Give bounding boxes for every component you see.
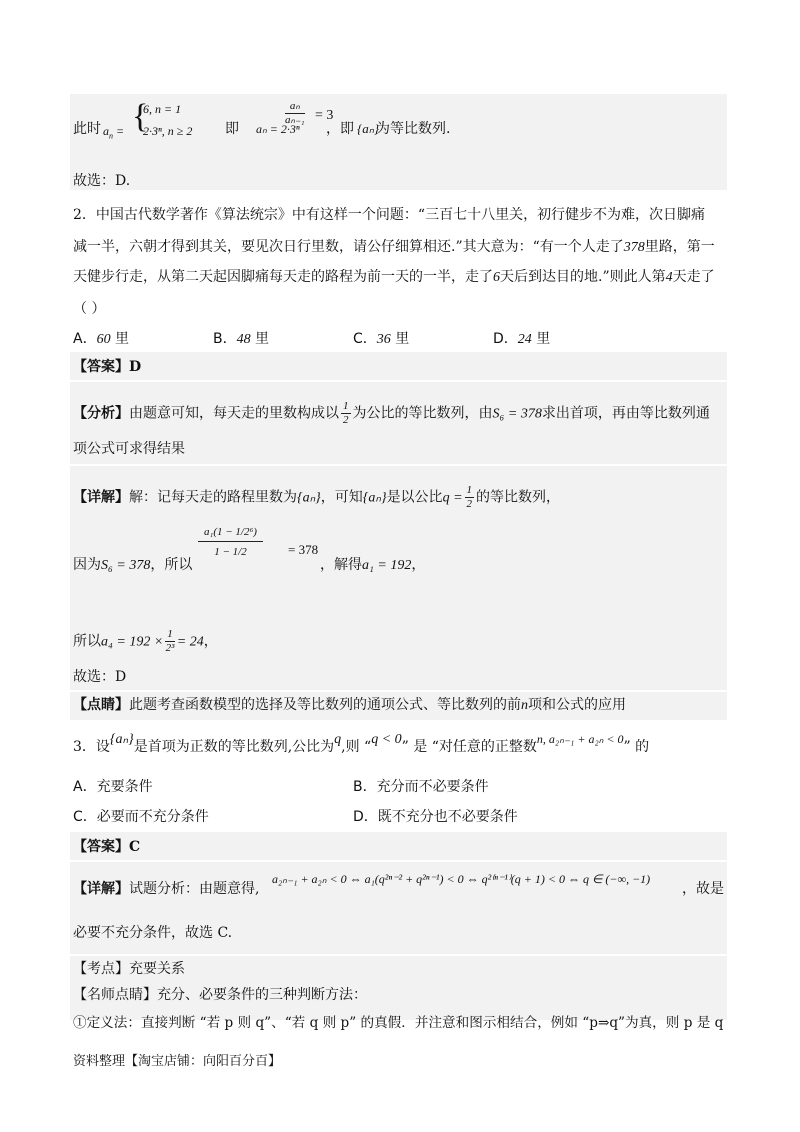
q2-a4: 所以a₄ = 192 × $\frac{1}{\text{2³}}$ = 24， [73,628,218,654]
q2-line2-text: 减一半，六朝才得到其关，要见次日行里数，请公仔细算相还.”其大意为：“有一个人走了 [73,239,624,255]
ratio-den: aₙ₋₁ [285,114,305,126]
q2-analysis-line2: 项公式可求得结果 [73,441,185,457]
q2-line2-end: 里路，第一 [644,239,715,255]
analysis-label: 【分析】 [73,405,129,422]
q2-because: 因为S₆ = 378，所以 [73,557,193,573]
block1-mid2: 即 [340,121,354,137]
sum-fraction: $\frac{\text{a₁(1 − 1/2⁶)}}{1 - 1/2}$ [198,524,263,559]
q2-detail: 【详解】解：记每天走的路程里数为{aₙ}，可知{aₙ}是以公比q = $\frac{1}{2}$ 的等比数列， [73,484,561,510]
q2-line1: 2．中国古代数学著作《算法统宗》中有这样一个问题：“三百七十八里关，初行健步不为难，次日脚痛 [73,207,706,223]
q2-line3-b: 天后到达目的地.”则此人第 [500,269,666,285]
s6-eq: S₆ = 378 [492,406,542,422]
a4-fraction: $\frac{1}{\text{2³}}$ [165,628,175,654]
ratio-half: $\frac{1}{2}$ [343,400,349,426]
a-n-symbol: a [103,124,109,138]
block1-mid: 即 [225,121,239,137]
q3-detail-label: 【详解】 [73,881,129,897]
case-top: 6, n = 1 [143,102,182,116]
block1-answer: 故选：D. [73,173,131,189]
q-half: $\frac{1}{2}$ [466,484,473,510]
q2-solve: ，解得a₁ = 192， [320,557,426,573]
case-brace: { [132,98,149,135]
q3-teacher: 【名师点睛】充分、必要条件的三种判断方法： [73,987,367,1003]
ratio-num: aₙ [285,100,305,114]
q3-option-b: B．充分而不必要条件 [353,779,489,795]
q2-option-c: C．36 里 [353,331,410,347]
q2-analysis: 【分析】由题意可知，每天走的里数构成以 $\frac{1}{2}$ 为公比的等比数列，由S₆ = 378求出首项，再由等比数列通 [73,400,710,426]
q2-option-d: D．24 里 [493,331,551,347]
q3-detail: 【详解】试题分析：由题意得, [73,881,260,897]
q3-option-a: A．充要条件 [73,779,153,795]
q3-def: ①定义法：直接判断 “若 p 则 q”、“若 q 则 p” 的真假．并注意和图示相结合，例如 “p⇒q”为真，则 p 是 q [73,1015,724,1031]
q2-line3 [73,268,715,287]
q3-option-d: D．既不充分也不必要条件 [353,809,518,825]
q3-kaodian: 【考点】充要关系 [73,961,185,977]
q3-stem: 3．设{aₙ}是首项为正数的等比数列,公比为q,则 “q < 0” 是 “对任意的正整数n, a₂ₙ₋₁ + a₂ₙ < 0” 的 [73,732,650,755]
q3-answer: 【答案】C [73,839,141,855]
ratio-fraction [285,100,305,127]
detail-label: 【详解】 [73,489,129,506]
block1-formula: aₙ = 2·3ⁿ [256,122,300,136]
block1-prefix: 此时 [73,121,101,137]
block1-suffix: 为等比数列. [376,121,451,137]
q2-comment: 【点睛】此题考查函数模型的选择及等比数列的通项公式、等比数列的前n项和公式的应用 [73,697,626,713]
ratio-eq: = 3 [315,108,334,123]
q2-paren: （ ） [73,301,106,317]
q3-detail-line2: 必要不充分条件，故选 C. [73,925,233,941]
page-footer: 资料整理【淘宝店铺：向阳百分百】 [73,1054,282,1069]
q2-line3-a: 天健步行走，从第二天起因脚痛每天走的路程为前一天的一半，走了 [73,269,493,285]
sum-eq: = 378 [288,542,319,557]
answer2-shade [70,352,727,380]
q3-option-c: C．必要而不充分条件 [73,809,209,825]
q2-answer: 【答案】D [73,359,142,375]
q2-choose: 故选：D [73,669,127,685]
q2-line2 [73,238,715,257]
q2-line3-c: 天走了 [672,269,715,285]
q3-detail-end: ，故是 [682,881,724,897]
case-bottom: 2·3ⁿ, n ≥ 2 [143,124,193,138]
block1-seq: {aₙ} [357,121,380,136]
q2-distance: 378 [623,240,645,255]
q2-days: 6 [493,270,500,285]
answer3-shade [70,832,727,860]
q3-detail-math: a₂ₙ₋₁ + a₂ₙ < 0 ⇔ a₁(q²ⁿ⁻² + q²ⁿ⁻¹) < 0 ⇔ q²⁽ⁿ⁻¹⁾(q + 1) < 0 ⇔ q ∈ (−∞, −1) [272,872,651,886]
block1-sep: ， [326,121,340,137]
q2-option-a: A．60 里 [73,331,130,347]
q2-day-num: 4 [665,270,673,285]
q2-option-b: B．48 里 [213,331,270,347]
comment-label: 【点睛】 [73,697,129,713]
